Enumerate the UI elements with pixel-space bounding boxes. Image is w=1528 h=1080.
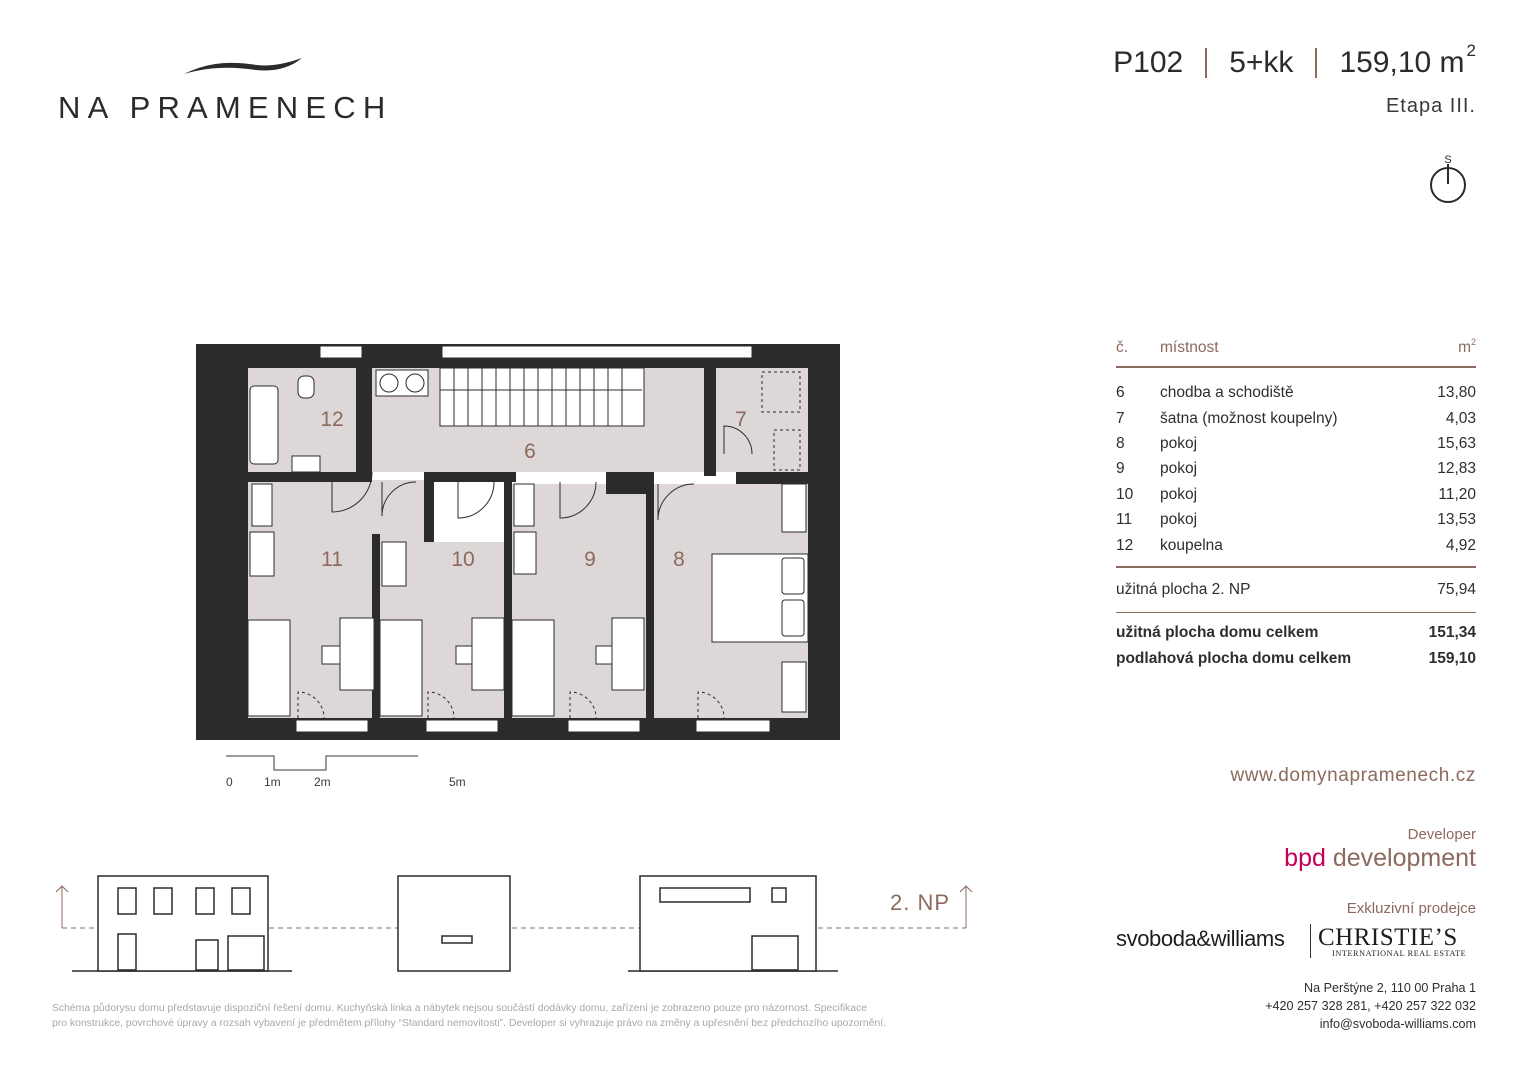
- subtotal-label: užitná plocha 2. NP: [1116, 580, 1251, 598]
- wave-logo-icon: [182, 56, 304, 78]
- address: Na Perštýne 2, 110 00 Praha 1: [1304, 981, 1476, 995]
- row-name: pokoj: [1160, 434, 1198, 452]
- room-area-table: [1116, 336, 1476, 671]
- table-row: [1116, 533, 1476, 558]
- row-name: pokoj: [1160, 511, 1198, 529]
- elevation-side: [398, 876, 510, 971]
- row-area: 11,20: [1438, 485, 1476, 503]
- col-room: místnost: [1160, 339, 1219, 356]
- col-no: č.: [1116, 339, 1129, 356]
- building-elevations: [48, 868, 984, 978]
- row-no: 6: [1116, 384, 1125, 402]
- developer-logo-bpd: bpd: [1284, 844, 1326, 872]
- developer-logo: [1284, 844, 1476, 873]
- unit-header: [1113, 41, 1476, 80]
- table-rule: [1116, 566, 1476, 568]
- unit-layout: 5+kk: [1229, 46, 1294, 79]
- room-number-7: 7: [735, 408, 747, 431]
- christies-logo: CHRISTIE’S: [1318, 924, 1458, 951]
- elevation-rear: [628, 876, 838, 971]
- row-no: 11: [1116, 511, 1133, 529]
- scale-label-1m: 1m: [264, 775, 281, 789]
- contact-block: [1265, 979, 1476, 1033]
- row-no: 10: [1116, 485, 1134, 503]
- total-value: 159,10: [1428, 649, 1476, 667]
- floor-plan: [196, 344, 840, 740]
- row-area: 15,63: [1437, 434, 1476, 452]
- email-link[interactable]: info@svoboda-williams.com: [1319, 1017, 1476, 1031]
- table-rule: [1116, 612, 1476, 614]
- row-no: 9: [1116, 460, 1125, 478]
- table-header: [1116, 336, 1476, 360]
- total-row: [1116, 620, 1476, 646]
- table-row: [1116, 406, 1476, 431]
- row-name: koupelna: [1160, 536, 1223, 554]
- row-area: 4,03: [1445, 409, 1476, 427]
- row-no: 12: [1116, 536, 1134, 554]
- exclusive-seller-label: Exkluzivní prodejce: [1346, 900, 1476, 917]
- header-divider: [1205, 48, 1207, 78]
- room-number-9: 9: [584, 548, 596, 571]
- unit-area: 159,10 m: [1339, 46, 1465, 79]
- scale-label-2m: 2m: [314, 775, 331, 789]
- row-area: 13,80: [1437, 384, 1476, 402]
- unit-code: P102: [1113, 46, 1184, 79]
- developer-label: Developer: [1407, 826, 1476, 843]
- compass-icon: [1428, 150, 1468, 206]
- row-name: pokoj: [1160, 460, 1198, 478]
- christies-subtitle: INTERNATIONAL REAL ESTATE: [1332, 949, 1467, 958]
- website-link[interactable]: www.domynapramenech.cz: [1230, 765, 1476, 786]
- room-number-10: 10: [451, 548, 475, 571]
- subtotal-value: 75,94: [1437, 580, 1476, 598]
- total-row: [1116, 646, 1476, 672]
- stage-label: Etapa III.: [1385, 95, 1476, 117]
- col-area-unit: m: [1458, 339, 1471, 356]
- table-rule: [1116, 366, 1476, 368]
- scale-label-0: 0: [226, 775, 233, 789]
- row-area: 4,92: [1445, 536, 1476, 554]
- row-area: 12,83: [1437, 460, 1476, 478]
- scale-bar: [222, 748, 482, 792]
- room-number-11: 11: [321, 548, 343, 571]
- developer-logo-text: development: [1325, 844, 1476, 872]
- phone-numbers: +420 257 328 281, +420 257 322 032: [1265, 999, 1476, 1013]
- total-value: 151,34: [1428, 624, 1476, 642]
- header-divider: [1315, 48, 1317, 78]
- floor-label: 2. NP: [890, 890, 951, 915]
- table-row: [1116, 507, 1476, 532]
- disclaimer-line: Schéma půdorysu domu představuje dispoziční řešení domu. Kuchyňská linka a nábytek nejsou součástí dodávky domu, zařízení je zobrazeno pouze pro názornost. Specifikace: [52, 1003, 867, 1014]
- room-number-12: 12: [320, 408, 344, 431]
- compass-label: S: [1444, 154, 1452, 166]
- table-row: [1116, 381, 1476, 406]
- table-row: [1116, 482, 1476, 507]
- elevation-front: [72, 876, 292, 971]
- stairs: [440, 368, 644, 426]
- subtotal-row: [1116, 578, 1476, 602]
- brand-name: NA PRAMENECH: [58, 90, 393, 125]
- row-no: 7: [1116, 409, 1125, 427]
- table-row: [1116, 457, 1476, 482]
- col-area: [1396, 339, 1476, 357]
- row-name: šatna (možnost koupelny): [1160, 409, 1338, 427]
- room-number-6: 6: [524, 440, 536, 463]
- col-area-sup: 2: [1470, 337, 1476, 347]
- disclaimer: [52, 1002, 1012, 1031]
- row-name: chodba a schodiště: [1160, 384, 1294, 402]
- total-label: podlahová plocha domu celkem: [1116, 649, 1352, 667]
- row-name: pokoj: [1160, 485, 1198, 503]
- unit-area-sup: 2: [1466, 41, 1476, 60]
- scale-label-5m: 5m: [449, 775, 466, 789]
- table-row: [1116, 431, 1476, 456]
- row-area: 13,53: [1437, 511, 1476, 529]
- room-number-8: 8: [673, 548, 685, 571]
- logo-divider: [1310, 924, 1311, 958]
- row-no: 8: [1116, 434, 1125, 452]
- total-label: užitná plocha domu celkem: [1116, 624, 1319, 642]
- svoboda-williams-logo: svoboda&williams: [1116, 926, 1285, 951]
- disclaimer-line: pro konstrukce, povrchové úpravy a rozsah vybavení je předmětem přílohy “Standard nemovitosti”. Developer si vyhrazuje právo na změny a upřesnění bez předchozího upozornění.: [52, 1017, 887, 1029]
